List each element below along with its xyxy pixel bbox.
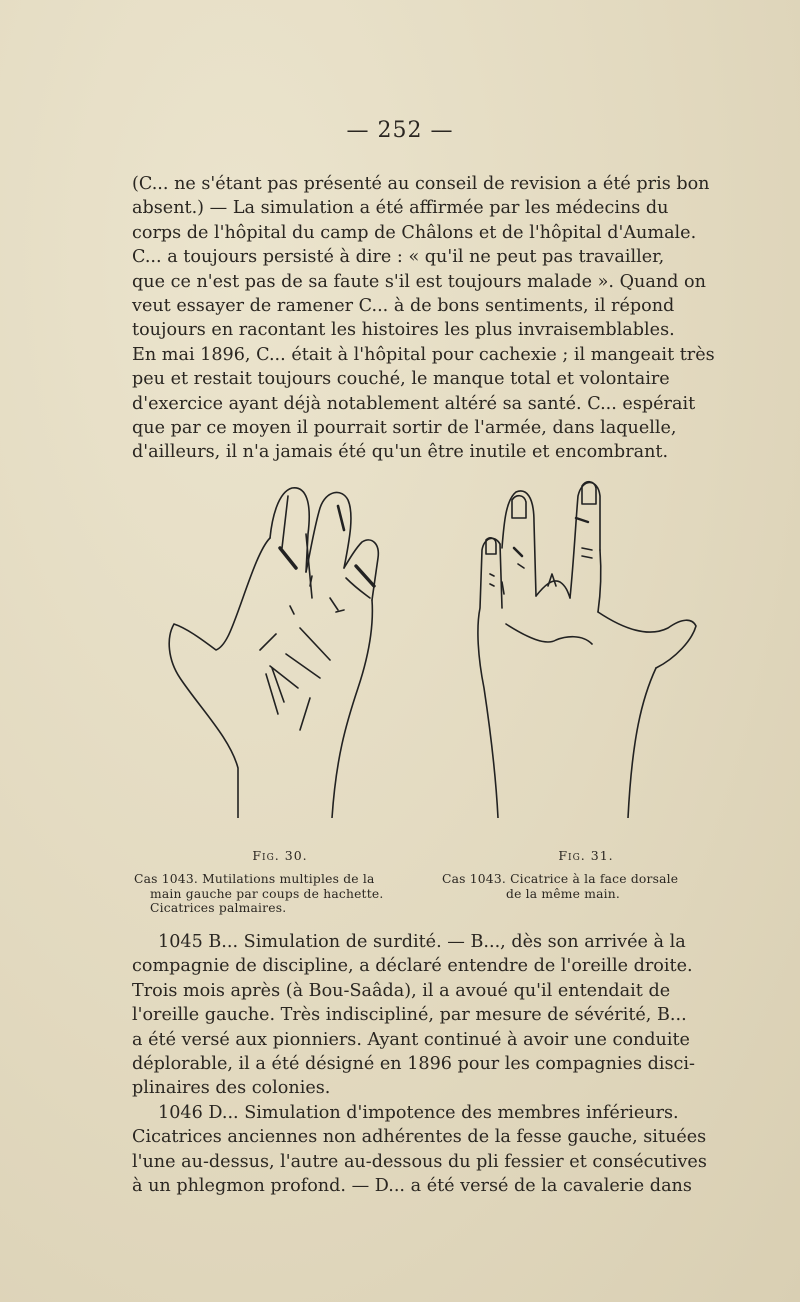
text-line: absent.) — La simulation a été affirmée par les médecins du [132,198,669,219]
caption-line: Cas 1043. Cicatrice à la face dorsale [442,872,679,886]
figure-30-caption [134,872,434,916]
text-line: (C... ne s'étant pas présenté au conseil de revision a été pris bon [132,174,710,194]
figure-31-caption [442,872,732,901]
text-line: d'exercice ayant déjà notablement altéré sa santé. C... espérait [132,393,696,414]
text-line: l'une au-dessus, l'autre au-dessous du pli fessier et consécutives [132,1151,707,1172]
text-line: 1046 D... Simulation d'impotence des membres inférieurs. [158,1102,679,1123]
text-line: toujours en racontant les histoires les plus invraisemblables. [132,320,675,341]
page-number: — 252 — [346,118,454,143]
text-line: C... a toujours persisté à dire : « qu'il ne peut pas travailler, [132,247,665,268]
text-line: Cicatrices anciennes non adhérentes de la fesse gauche, situées [132,1127,707,1148]
figure-31-illustration [472,478,712,818]
text-line: 1045 B... Simulation de surdité. — B..., dès son arrivée à la [158,932,686,952]
text-line: que ce n'est pas de sa faute s'il est toujours malade ». Quand on [132,271,706,292]
text-line: En mai 1896, C... était à l'hôpital pour cachexie ; il mangeait très [132,344,715,365]
text-line: d'ailleurs, il n'a jamais été qu'un être inutile et encombrant. [132,442,669,463]
figure-30-illustration [160,478,400,818]
text-line: corps de l'hôpital du camp de Châlons et de l'hôpital d'Aumale. [132,222,697,243]
figure-31-label: Fig. 31. [558,848,614,863]
text-line: a été versé aux pionniers. Ayant continué à avoir une conduite [132,1029,690,1050]
text-line: l'oreille gauche. Très indiscipliné, par mesure de sévérité, B... [132,1005,687,1026]
paragraph-bottom [132,930,728,1198]
text-line: peu et restait toujours couché, le manque total et volontaire [132,369,670,390]
caption-line: de la même main. [506,886,620,901]
text-line: plinaires des colonies. [132,1078,331,1099]
text-line: Trois mois après (à Bou-Saâda), il a avoué qu'il entendait de [132,980,671,1001]
caption-line: main gauche par coups de hachette. [150,886,384,901]
text-line: que par ce moyen il pourrait sortir de l'armée, dans laquelle, [132,418,677,439]
text-line: déplorable, il a été désigné en 1896 pour les compagnies disci- [132,1054,695,1075]
caption-line: Cicatrices palmaires. [150,901,287,915]
text-line: à un phlegmon profond. — D... a été versé de la cavalerie dans [132,1176,692,1197]
text-line: compagnie de discipline, a déclaré entendre de l'oreille droite. [132,956,693,977]
text-line: veut essayer de ramener C... à de bons sentiments, il répond [132,296,675,317]
caption-line: Cas 1043. Mutilations multiples de la [134,872,375,886]
paragraph-top [132,172,728,465]
figure-30-label: Fig. 30. [252,848,308,863]
